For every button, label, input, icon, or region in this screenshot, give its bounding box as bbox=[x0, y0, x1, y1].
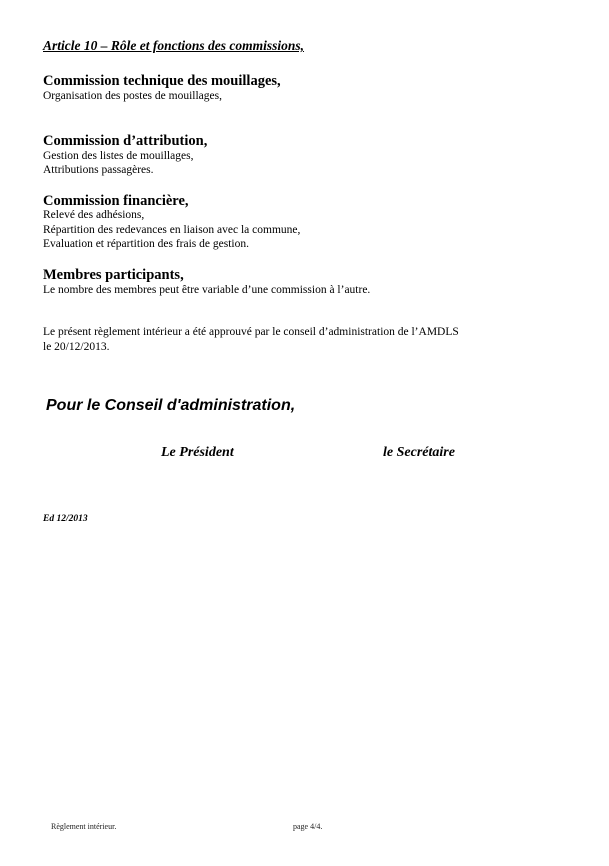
signature-heading: Pour le Conseil d'administration, bbox=[46, 397, 296, 414]
section-line: Le nombre des membres peut être variable d’une commission à l’autre. bbox=[43, 284, 371, 296]
section-title-commission-attribution: Commission d’attribution, bbox=[43, 133, 208, 149]
footer-page-number: page 4/4. bbox=[293, 822, 323, 831]
section-title-commission-technique: Commission technique des mouillages, bbox=[43, 73, 281, 89]
edition-label: Ed 12/2013 bbox=[43, 514, 88, 524]
article-title: Article 10 – Rôle et fonctions des commissions, bbox=[43, 38, 305, 53]
section-line: Attributions passagères. bbox=[43, 164, 154, 176]
approval-line-1: Le présent règlement intérieur a été approuvé par le conseil d’administration de l’AMDLS bbox=[43, 326, 459, 338]
approval-line-2: le 20/12/2013. bbox=[43, 341, 110, 353]
section-line: Organisation des postes de mouillages, bbox=[43, 90, 222, 102]
section-line: Relevé des adhésions, bbox=[43, 209, 145, 221]
signature-secretary: le Secrétaire bbox=[383, 445, 455, 460]
section-line: Gestion des listes de mouillages, bbox=[43, 150, 194, 162]
section-line: Répartition des redevances en liaison avec la commune, bbox=[43, 224, 301, 236]
section-title-membres-participants: Membres participants, bbox=[43, 267, 184, 283]
footer-title: Règlement intérieur. bbox=[51, 822, 117, 831]
signature-president: Le Président bbox=[161, 445, 234, 460]
section-title-commission-financiere: Commission financière, bbox=[43, 193, 189, 209]
section-line: Evaluation et répartition des frais de gestion. bbox=[43, 238, 249, 250]
